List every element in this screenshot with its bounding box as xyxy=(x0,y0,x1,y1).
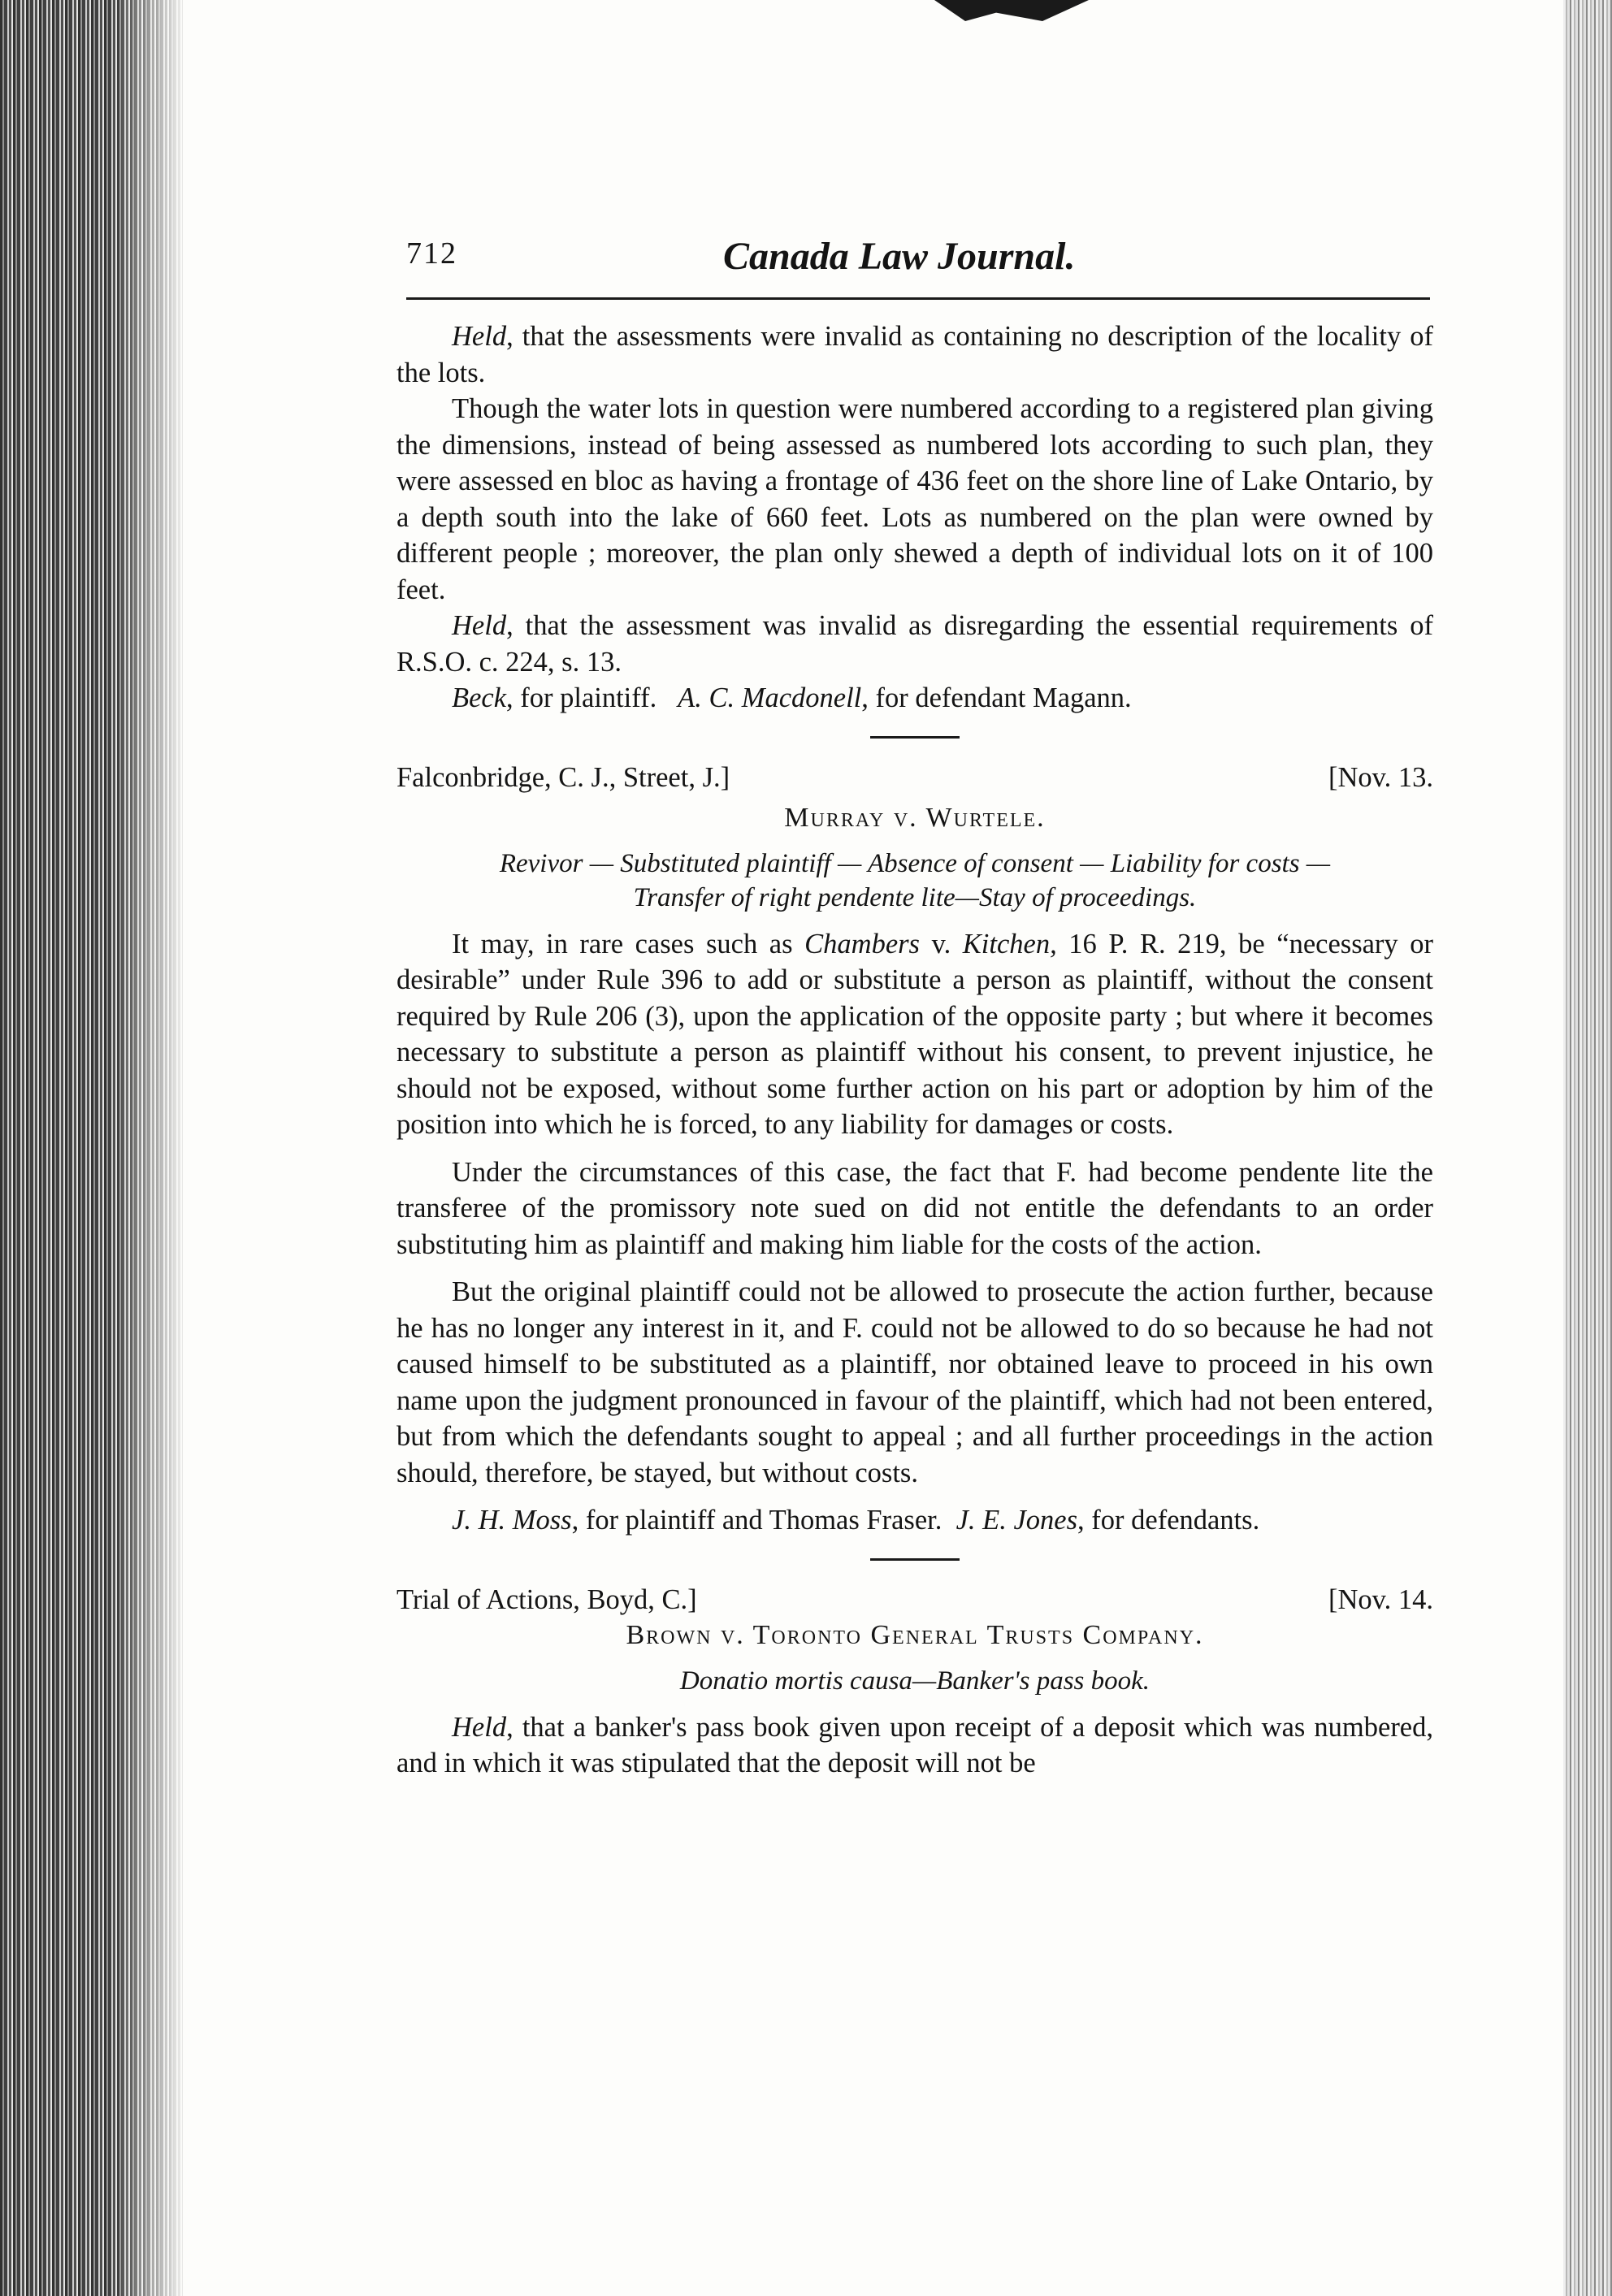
counsel-paragraph xyxy=(396,680,1433,717)
cited-case: Kitchen, xyxy=(962,928,1057,960)
case-date: [Nov. 13. xyxy=(1328,761,1433,793)
judgment-paragraph: But the original plaintiff could not be allowed to prosecute the action further, because he has no longer any interest in it, and F. could not be allowed to do so because he had not caused himself to be substituted as a plaintiff, nor obtained leave to proceed in his own name upon the judgment pronounced in favour of the plaintiff, which had not been entered, but from which the defendants sought to appeal ; and all further proceedings in the action should, therefore, be stayed, but without costs. xyxy=(396,1276,1433,1488)
binding-shadow xyxy=(114,0,203,2296)
judgment-paragraph: Under the circumstances of this case, the fact that F. had become pendente lite the transferee of the promissory note sued on did not entitle the defendants to an order substituting him as plaintiff and making him liable for the costs of the action. xyxy=(396,1156,1433,1260)
judgment-text: It may, in rare cases such as xyxy=(452,928,805,960)
cited-case: Chambers xyxy=(804,928,920,960)
counsel-name: Beck xyxy=(452,682,507,713)
held-label: Held xyxy=(452,1711,507,1743)
section-divider xyxy=(870,1558,960,1561)
counsel-role: , for defendant Magann. xyxy=(861,682,1132,713)
held-paragraph xyxy=(396,1709,1433,1782)
judgment-text: v. xyxy=(919,928,963,960)
headnote-line: Revivor — Substituted plaintiff — Absence of consent — Liability for costs — xyxy=(499,848,1331,878)
scan-artifact xyxy=(934,0,1089,21)
counsel-name: A. C. Macdonell xyxy=(678,682,862,713)
running-head xyxy=(406,234,1430,286)
held-paragraph xyxy=(396,318,1433,391)
court-name: Falconbridge, C. J., Street, J.] xyxy=(396,761,730,793)
counsel-paragraph xyxy=(396,1502,1433,1539)
page-number: 712 xyxy=(406,236,457,271)
headnote: Donatio mortis causa—Banker's pass book. xyxy=(679,1666,1150,1696)
counsel-role: , for defendants. xyxy=(1077,1505,1260,1536)
counsel-name: J. E. Jones xyxy=(956,1505,1078,1536)
court-line xyxy=(396,1582,1433,1618)
counsel-role: , for plaintiff and Thomas Fraser. xyxy=(571,1505,942,1536)
held-label: Held xyxy=(452,610,507,641)
header-rule xyxy=(406,297,1430,300)
facts-paragraph: Though the water lots in question were numbered according to a registered plan giving the dimensions, instead of being assessed as numbered lots according to such plan, they were assessed en bloc as having a frontage of 436 feet on the shore line of Lake Ontario, by a depth south into the lake of 660 feet. Lots as numbered on the plan were owned by different people ; moreover, the plan only shewed a depth of individual lots on it of 100 feet. xyxy=(396,393,1433,605)
held-text: , that the assessments were invalid as containing no description of the locality of the lots. xyxy=(396,321,1433,388)
headnote-line: Transfer of right pendente lite—Stay of proceedings. xyxy=(633,882,1197,912)
held-text: , that the assessment was invalid as disregarding the essential requirements of R.S.O. c. 224, s. 13. xyxy=(396,610,1433,678)
case-date: [Nov. 14. xyxy=(1328,1583,1433,1615)
court-name: Trial of Actions, Boyd, C.] xyxy=(396,1583,697,1615)
case-title: Murray v. Wurtele. xyxy=(784,803,1046,833)
book-binding-right xyxy=(1563,0,1612,2296)
held-text: , that a banker's pass book given upon receipt of a deposit which was numbered, and in which it was stipulated that the deposit will not be xyxy=(396,1711,1433,1778)
court-line xyxy=(396,760,1433,796)
section-divider xyxy=(870,736,960,739)
headnote xyxy=(396,847,1433,915)
case-title: Brown v. Toronto General Trusts Company. xyxy=(626,1620,1204,1650)
judgment-text: 16 P. R. 219, be “necessary or desirable” under Rule 396 to add or substitute a person as plaintiff, without the consent required by Rule 206 (3), upon the application of the opposite party ; but where it becomes necessary to substitute a person as plaintiff without his consent, to prevent injustice, he should not be exposed, without some further action on his part or adoption by him of the position into which he is forced, to any liability for damages or costs. xyxy=(396,928,1433,1140)
journal-title: Canada Law Journal. xyxy=(723,235,1076,278)
page-body xyxy=(396,318,1433,1782)
judgment-paragraph xyxy=(396,926,1433,1143)
counsel-name: J. H. Moss xyxy=(452,1505,572,1536)
held-paragraph xyxy=(396,608,1433,680)
held-label: Held xyxy=(452,321,507,352)
counsel-role: , for plaintiff. xyxy=(506,682,657,713)
